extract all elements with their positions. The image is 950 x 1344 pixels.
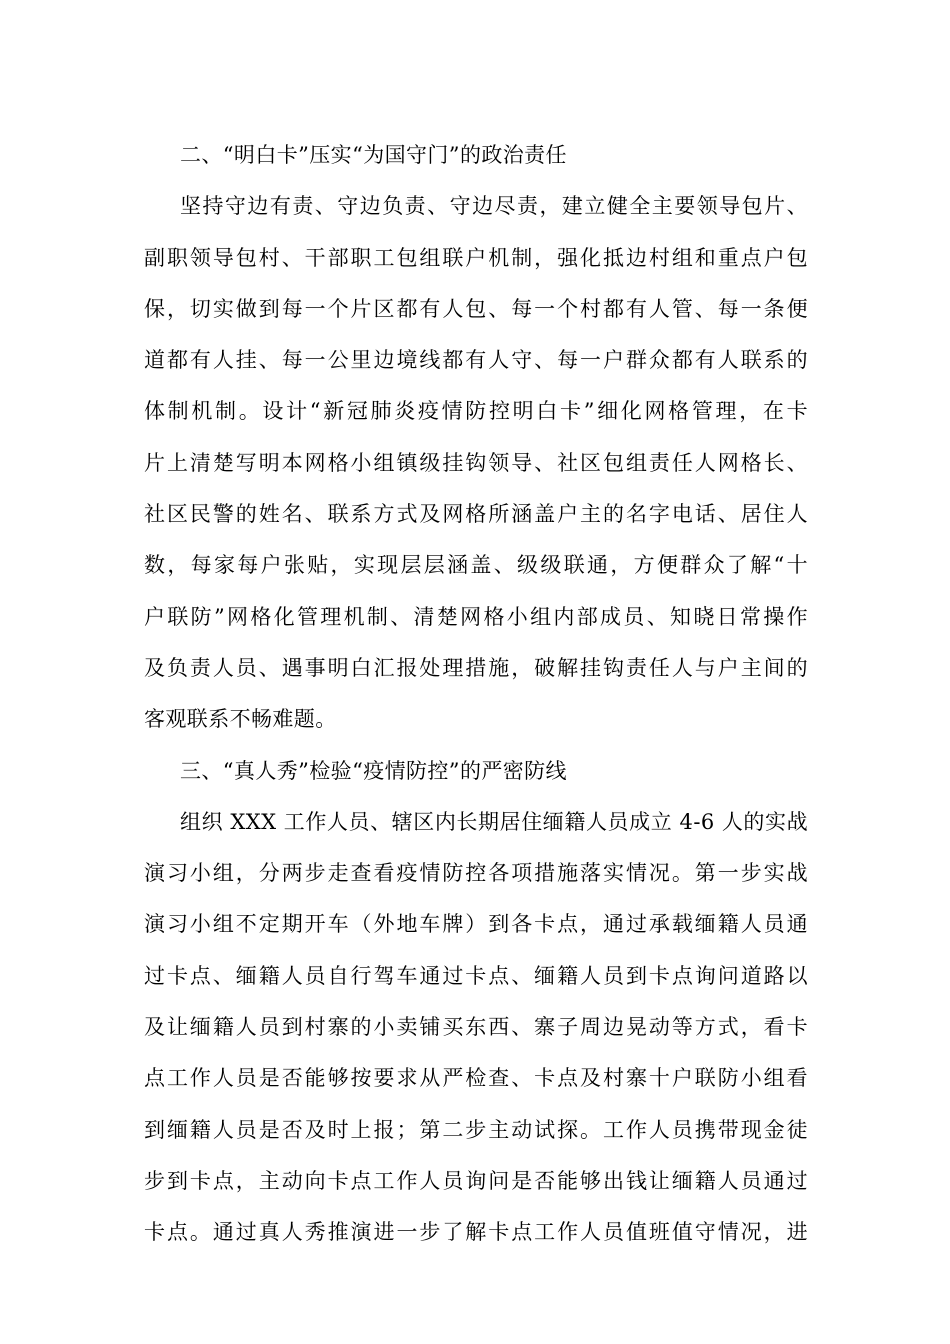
paragraph-line: 数，每家每户张贴，实现层层涵盖、级级联通，方便群众了解“十 (144, 553, 808, 578)
paragraph-line: 演习小组不定期开车（外地车牌）到各卡点，通过承载缅籍人员通 (144, 912, 808, 937)
section-2-paragraph (144, 181, 808, 745)
paragraph-line: 体制机制。设计“新冠肺炎疫情防控明白卡”细化网格管理，在卡 (144, 399, 808, 424)
paragraph-line: 点工作人员是否能够按要求从严检查、卡点及村寨十户联防小组看 (144, 1066, 808, 1091)
paragraph-line: 卡点。通过真人秀推演进一步了解卡点工作人员值班值守情况，进 (144, 1220, 808, 1245)
paragraph-line: 组织 XXX 工作人员、辖区内长期居住缅籍人员成立 4-6 人的实战 (180, 809, 808, 834)
paragraph-line: 过卡点、缅籍人员自行驾车通过卡点、缅籍人员到卡点询问道路以 (144, 963, 808, 988)
paragraph-line: 道都有人挂、每一公里边境线都有人守、每一户群众都有人联系的 (144, 348, 808, 373)
paragraph-line: 及负责人员、遇事明白汇报处理措施，破解挂钩责任人与户主间的 (144, 655, 808, 680)
paragraph-line: 副职领导包村、干部职工包组联户机制，强化抵边村组和重点户包 (144, 245, 808, 270)
paragraph-line: 社区民警的姓名、联系方式及网格所涵盖户主的名字电话、居住人 (144, 502, 808, 527)
section-3-heading: 三、“真人秀”检验“疫情防控”的严密防线 (180, 758, 567, 783)
paragraph-line: 演习小组，分两步走查看疫情防控各项措施落实情况。第一步实战 (144, 861, 808, 886)
document-body (144, 130, 808, 1259)
paragraph-line: 坚持守边有责、守边负责、守边尽责，建立健全主要领导包片、 (180, 194, 808, 219)
paragraph-line: 片上清楚写明本网格小组镇级挂钩领导、社区包组责任人网格长、 (144, 450, 808, 475)
paragraph-line: 保，切实做到每一个片区都有人包、每一个村都有人管、每一条便 (144, 296, 808, 321)
section-3-paragraph (144, 797, 808, 1259)
paragraph-line: 客观联系不畅难题。 (144, 707, 337, 732)
paragraph-line: 到缅籍人员是否及时上报；第二步主动试探。工作人员携带现金徒 (144, 1117, 808, 1142)
paragraph-line: 步到卡点，主动向卡点工作人员询问是否能够出钱让缅籍人员通过 (144, 1168, 808, 1193)
section-2-heading: 二、“明白卡”压实“为国守门”的政治责任 (180, 143, 567, 167)
paragraph-line: 户联防”网格化管理机制、清楚网格小组内部成员、知晓日常操作 (144, 604, 808, 629)
paragraph-line: 及让缅籍人员到村寨的小卖铺买东西、寨子周边晃动等方式，看卡 (144, 1015, 808, 1040)
